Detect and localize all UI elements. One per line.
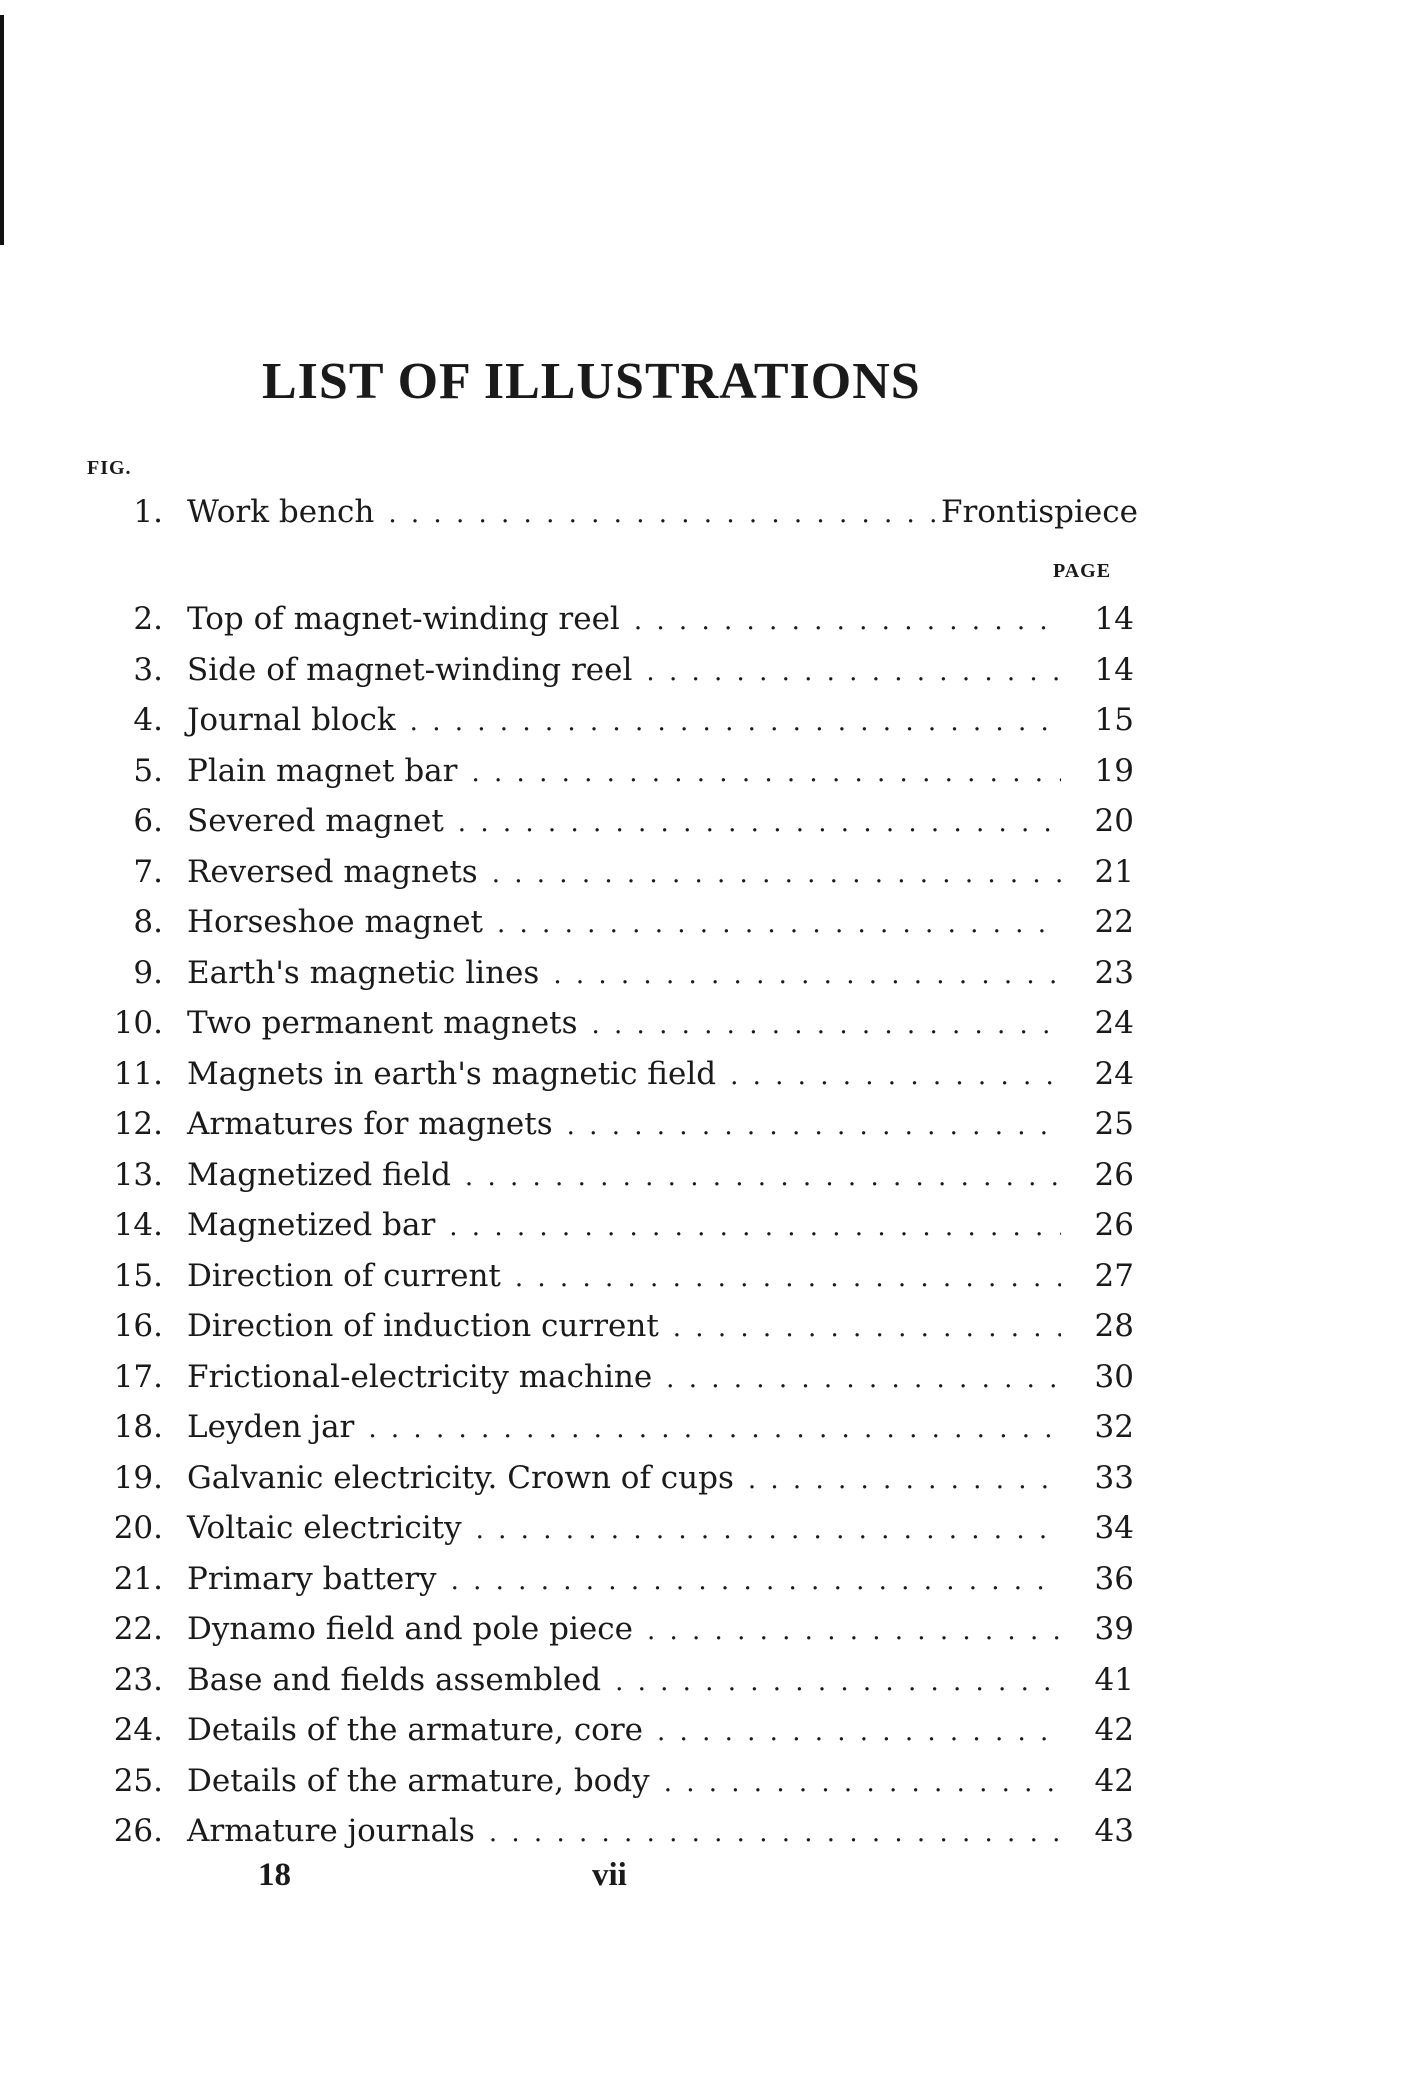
list-item — [0, 847, 1420, 897]
entry-body — [187, 1402, 1061, 1454]
dot-leader — [748, 1455, 1061, 1505]
dot-leader — [666, 1354, 1061, 1404]
figure-number: 26. — [113, 1813, 163, 1849]
page-number: 27 — [1094, 1258, 1134, 1294]
page-number: 33 — [1094, 1460, 1134, 1496]
list-item — [0, 1251, 1420, 1301]
page-number: 20 — [1094, 803, 1134, 839]
figure-label: Horseshoe magnet — [187, 904, 483, 940]
figure-number: 1. — [133, 494, 163, 530]
figure-label: Direction of induction current — [187, 1308, 659, 1344]
list-item — [0, 1554, 1420, 1604]
list-item — [0, 948, 1420, 998]
dot-leader — [664, 1758, 1061, 1808]
entry-body — [187, 1200, 1061, 1252]
figure-number: 23. — [113, 1662, 163, 1698]
page-title: LIST OF ILLUSTRATIONS — [262, 353, 921, 410]
list-item — [0, 1352, 1420, 1402]
list-item — [0, 1453, 1420, 1503]
list-item — [0, 1049, 1420, 1099]
list-item — [0, 998, 1420, 1048]
page-folio: vii — [592, 1857, 627, 1893]
dot-leader — [471, 748, 1061, 798]
figure-label: Earth's magnetic lines — [187, 955, 540, 991]
figure-label: Details of the armature, body — [187, 1763, 650, 1799]
page-number: 36 — [1094, 1561, 1134, 1597]
figure-label: Plain magnet bar — [187, 753, 458, 789]
list-item — [0, 1655, 1420, 1705]
figure-label: Magnetized field — [187, 1157, 451, 1193]
page-number: 28 — [1094, 1308, 1134, 1344]
page-number: 24 — [1094, 1056, 1134, 1092]
entry-body — [187, 897, 1061, 949]
figure-label: Two permanent magnets — [187, 1005, 578, 1041]
figure-number: 6. — [133, 803, 163, 839]
entry-body — [187, 1301, 1061, 1353]
figure-label: Magnetized bar — [187, 1207, 436, 1243]
page-number: 41 — [1094, 1662, 1134, 1698]
page-number: 23 — [1094, 955, 1134, 991]
dot-leader — [410, 697, 1061, 747]
figure-number: 5. — [133, 753, 163, 789]
page-number: 42 — [1094, 1763, 1134, 1799]
figure-label: Reversed magnets — [187, 854, 478, 890]
dot-leader — [458, 798, 1061, 848]
figure-label: Armatures for magnets — [187, 1106, 553, 1142]
entry-body — [187, 645, 1061, 697]
margin-rule — [0, 15, 4, 245]
entry-body — [187, 746, 1061, 798]
frontispiece-row — [0, 487, 1420, 537]
entry-body — [187, 1554, 1061, 1606]
figure-label: Direction of current — [187, 1258, 501, 1294]
page-number: 39 — [1094, 1611, 1134, 1647]
dot-leader — [647, 1606, 1061, 1656]
figure-number: 11. — [113, 1056, 163, 1092]
dot-leader — [567, 1101, 1061, 1151]
frontispiece-text: Frontispiece — [940, 494, 1138, 530]
entry-body — [187, 1150, 1061, 1202]
entry-body — [187, 1453, 1061, 1505]
figure-label: Voltaic electricity — [187, 1510, 462, 1546]
figure-number: 22. — [113, 1611, 163, 1647]
signature-mark: 18 — [258, 1857, 291, 1893]
dot-leader — [465, 1152, 1061, 1202]
page-number: 21 — [1094, 854, 1134, 890]
dot-leader — [368, 1404, 1061, 1454]
entry-body — [187, 998, 1061, 1050]
page-number: 42 — [1094, 1712, 1134, 1748]
page-number: 15 — [1094, 702, 1134, 738]
page-number: 30 — [1094, 1359, 1134, 1395]
figure-number: 19. — [113, 1460, 163, 1496]
dot-leader — [489, 1808, 1061, 1858]
figure-label: Details of the armature, core — [187, 1712, 644, 1748]
page-number: 22 — [1094, 904, 1134, 940]
entry-body — [187, 1352, 1061, 1404]
dot-leader — [615, 1657, 1061, 1707]
figure-label: Armature journals — [187, 1813, 475, 1849]
figure-number: 16. — [113, 1308, 163, 1344]
list-item — [0, 695, 1420, 745]
figure-label: Magnets in earth's magnetic field — [187, 1056, 717, 1092]
figure-number: 10. — [113, 1005, 163, 1041]
entry-body — [187, 1705, 1061, 1757]
figure-label: Journal block — [187, 702, 396, 738]
figure-number: 9. — [133, 955, 163, 991]
entry-body — [187, 487, 1138, 539]
list-item — [0, 1150, 1420, 1200]
dot-leader — [553, 950, 1061, 1000]
page-column-heading: PAGE — [1053, 560, 1112, 582]
page-number: 26 — [1094, 1207, 1134, 1243]
figure-number: 3. — [133, 652, 163, 688]
figure-label: Severed magnet — [187, 803, 444, 839]
list-item — [0, 1402, 1420, 1452]
figure-number: 7. — [133, 854, 163, 890]
entry-body — [187, 1756, 1061, 1808]
figure-number: 13. — [113, 1157, 163, 1193]
entry-body — [187, 1655, 1061, 1707]
entry-body — [187, 1503, 1061, 1555]
list-item — [0, 1705, 1420, 1755]
fig-column-heading: FIG. — [87, 457, 132, 479]
dot-leader — [634, 596, 1061, 646]
dot-leader — [673, 1303, 1061, 1353]
figure-number: 17. — [113, 1359, 163, 1395]
entry-body — [187, 1049, 1061, 1101]
list-item — [0, 1503, 1420, 1553]
figure-number: 8. — [133, 904, 163, 940]
page-number: 14 — [1094, 652, 1134, 688]
list-item — [0, 1099, 1420, 1149]
list-item — [0, 1756, 1420, 1806]
page-number: 24 — [1094, 1005, 1134, 1041]
figure-number: 14. — [113, 1207, 163, 1243]
list-item — [0, 796, 1420, 846]
figure-label: Galvanic electricity. Crown of cups — [187, 1460, 734, 1496]
dot-leader — [646, 647, 1061, 697]
dot-leader — [476, 1505, 1061, 1555]
entry-body — [187, 847, 1061, 899]
page-number: 14 — [1094, 601, 1134, 637]
figure-label: Side of magnet-winding reel — [187, 652, 633, 688]
entry-body — [187, 1251, 1061, 1303]
page-number: 26 — [1094, 1157, 1134, 1193]
list-item — [0, 1200, 1420, 1250]
figure-label: Frictional-electricity machine — [187, 1359, 653, 1395]
dot-leader — [449, 1202, 1061, 1252]
entry-body — [187, 1604, 1061, 1656]
dot-leader — [388, 489, 937, 539]
page-number: 34 — [1094, 1510, 1134, 1546]
list-item — [0, 1604, 1420, 1654]
list-item — [0, 746, 1420, 796]
figure-number: 24. — [113, 1712, 163, 1748]
dot-leader — [592, 1000, 1062, 1050]
figure-number: 21. — [113, 1561, 163, 1597]
list-item — [0, 594, 1420, 644]
entry-body — [187, 695, 1061, 747]
dot-leader — [730, 1051, 1061, 1101]
list-item — [0, 1301, 1420, 1351]
figure-number: 15. — [113, 1258, 163, 1294]
figure-number: 4. — [133, 702, 163, 738]
page-number: 43 — [1094, 1813, 1134, 1849]
dot-leader — [497, 899, 1061, 949]
entry-body — [187, 1806, 1061, 1858]
figure-label: Primary battery — [187, 1561, 437, 1597]
list-item — [0, 1806, 1420, 1856]
figure-number: 25. — [113, 1763, 163, 1799]
dot-leader — [515, 1253, 1061, 1303]
figure-label: Top of magnet-winding reel — [187, 601, 620, 637]
dot-leader — [492, 849, 1061, 899]
entry-body — [187, 796, 1061, 848]
entry-body — [187, 594, 1061, 646]
figure-number: 2. — [133, 601, 163, 637]
figure-label: Base and fields assembled — [187, 1662, 602, 1698]
figure-number: 18. — [113, 1409, 163, 1445]
figure-label: Leyden jar — [187, 1409, 355, 1445]
figure-label: Work bench — [187, 494, 375, 530]
list-item — [0, 897, 1420, 947]
figure-number: 12. — [113, 1106, 163, 1142]
entry-body — [187, 948, 1061, 1000]
dot-leader — [657, 1707, 1061, 1757]
page-number: 19 — [1094, 753, 1134, 789]
page-number: 25 — [1094, 1106, 1134, 1142]
page-number: 32 — [1094, 1409, 1134, 1445]
dot-leader — [451, 1556, 1061, 1606]
entry-body — [187, 1099, 1061, 1151]
figure-number: 20. — [113, 1510, 163, 1546]
list-item — [0, 645, 1420, 695]
figure-label: Dynamo field and pole piece — [187, 1611, 633, 1647]
